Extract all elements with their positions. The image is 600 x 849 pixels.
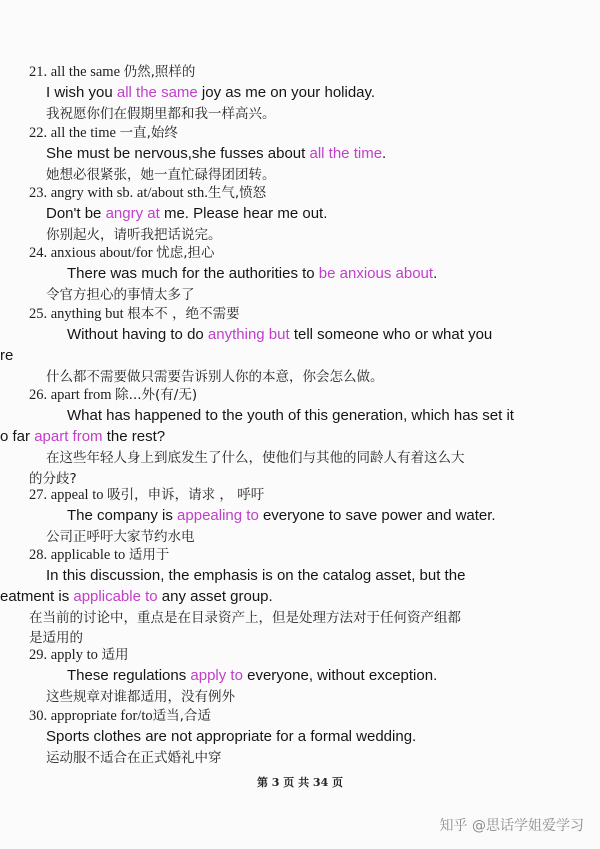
example-chinese: 你别起火，请听我把话说完。 — [46, 227, 222, 243]
example-english: The company is appealing to everyone to save power and water. — [67, 507, 496, 524]
example-english: These regulations apply to everyone, without exception. — [67, 667, 438, 684]
entry-heading: 24. anxious about/for 忧虑,担心 — [29, 245, 215, 261]
entry-heading: 21. all the same 仍然,照样的 — [29, 64, 196, 80]
entry-heading: 26. apart from 除...外(有/无) — [29, 387, 198, 403]
example-chinese: 在当前的讨论中，重点是在目录资产上，但是处理方法对于任何资产组都 — [29, 610, 461, 626]
example-english: In this discussion, the emphasis is on the catalog asset, but the — [46, 567, 466, 584]
entry-heading: 25. anything but 根本不 ，绝不需要 — [29, 306, 240, 322]
example-chinese: 运动服不适合在正式婚礼中穿 — [46, 750, 222, 766]
highlight-phrase: all the time — [309, 145, 383, 162]
example-english: I wish you all the same joy as me on your holiday. — [46, 84, 376, 101]
example-chinese: 在这些年轻人身上到底发生了什么，使他们与其他的同龄人有着这么大 — [46, 450, 465, 466]
example-chinese: 令官方担心的事情太多了 — [46, 287, 195, 303]
example-english: Don't be angry at me. Please hear me out. — [46, 205, 328, 222]
highlight-phrase: anything but — [207, 326, 290, 343]
entry-heading: 23. angry with sb. at/about sth.生气,愤怒 — [29, 185, 267, 201]
example-chinese: 这些规章对谁都适用，没有例外 — [46, 689, 235, 705]
highlight-phrase: apart from — [34, 428, 103, 445]
entry-heading: 29. apply to 适用 — [29, 647, 129, 663]
highlight-phrase: be anxious about — [318, 265, 434, 282]
highlight-phrase: all the same — [116, 84, 198, 101]
example-english-cont: o far apart from the rest? — [0, 428, 166, 445]
entry-heading: 27. appeal to 吸引，申诉，请求 ， 呼吁 — [29, 487, 265, 503]
example-chinese-cont: 的分歧? — [29, 471, 77, 487]
example-english-cont: re — [0, 347, 14, 364]
page-number-footer: 第 3 页 共 34 页 — [256, 776, 344, 789]
entry-heading: 22. all the time 一直,始终 — [29, 125, 178, 141]
example-english: Without having to do anything but tell someone who or what you — [67, 326, 493, 343]
example-english: There was much for the authorities to be anxious about. — [67, 265, 438, 282]
example-chinese: 什么都不需要做只需要告诉别人你的本意，你会怎么做。 — [46, 369, 384, 385]
example-english: She must be nervous,she fusses about all the time. — [46, 145, 387, 162]
entry-heading: 30. appropriate for/to适当,合适 — [29, 708, 211, 724]
entry-heading: 28. applicable to 适用于 — [29, 547, 170, 563]
example-english-cont: eatment is applicable to any asset group. — [0, 588, 273, 605]
example-chinese: 我祝愿你们在假期里都和我一样高兴。 — [46, 106, 276, 122]
example-chinese-cont: 是适用的 — [29, 630, 83, 646]
example-english: Sports clothes are not appropriate for a formal wedding. — [46, 728, 417, 745]
highlight-phrase: apply to — [190, 667, 243, 684]
example-english: What has happened to the youth of this generation, which has set it — [67, 407, 514, 424]
zhihu-watermark: 知乎 @思话学姐爱学习 — [439, 818, 584, 834]
highlight-phrase: angry at — [105, 205, 160, 222]
highlight-phrase: appealing to — [177, 507, 259, 524]
highlight-phrase: applicable to — [73, 588, 158, 605]
example-chinese: 公司正呼吁大家节约水电 — [46, 529, 195, 545]
example-chinese: 她想必很紧张，她一直忙碌得团团转。 — [46, 167, 276, 183]
